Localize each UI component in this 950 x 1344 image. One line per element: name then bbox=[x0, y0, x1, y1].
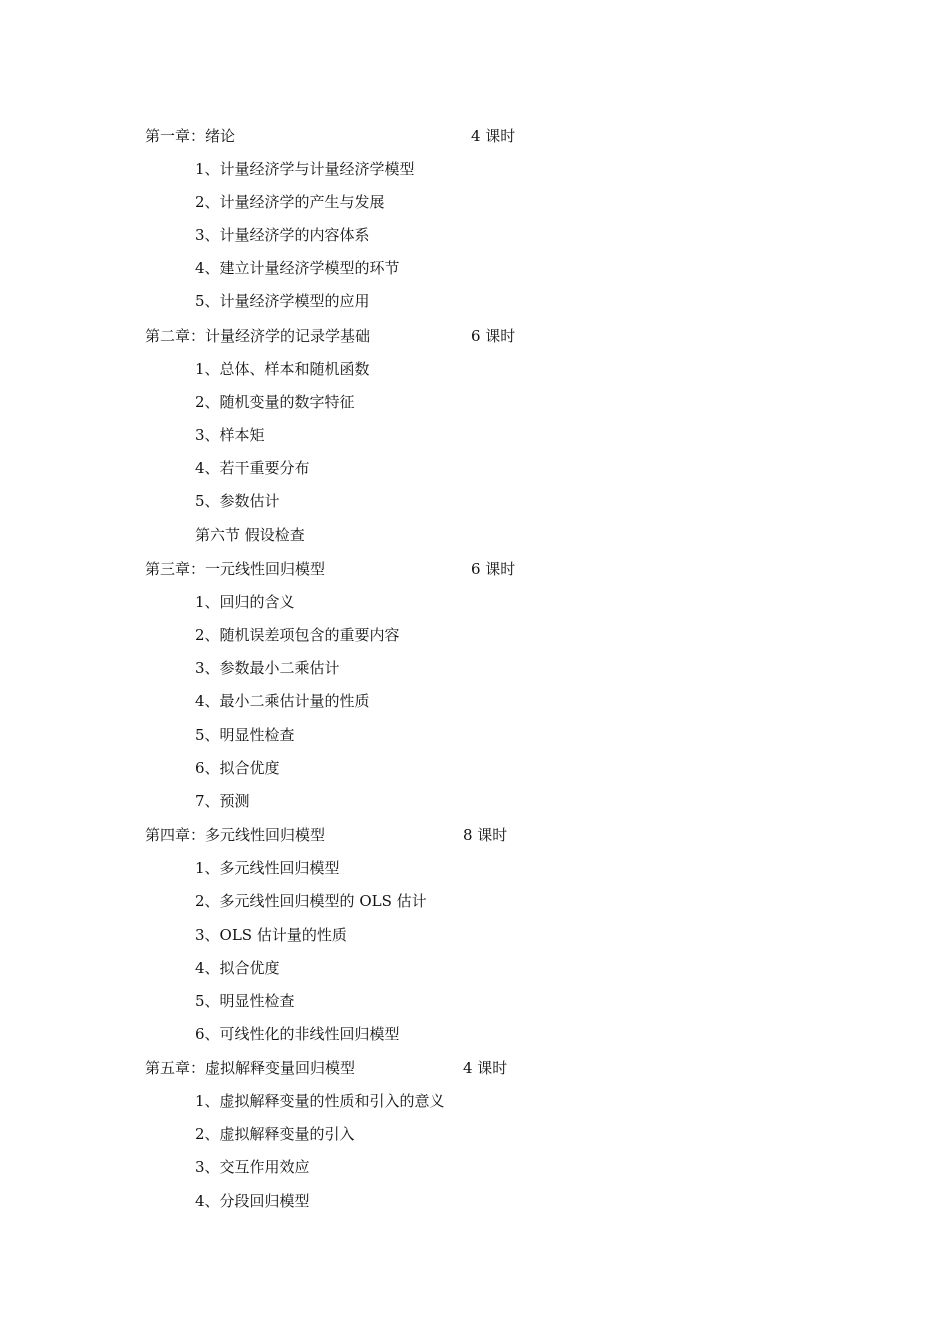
chapter-5-item-4: 4、分段回归模型 bbox=[195, 1192, 310, 1210]
chapter-4-hours: 8 课时 bbox=[463, 826, 508, 844]
chapter-1-item-3: 3、计量经济学的内容体系 bbox=[195, 226, 370, 244]
chapter-3-item-7: 7、预测 bbox=[195, 792, 250, 810]
chapter-1-item-4: 4、建立计量经济学模型的环节 bbox=[195, 259, 400, 277]
chapter-3-item-2: 2、随机误差项包含的重要内容 bbox=[195, 626, 400, 644]
chapter-5-item-1: 1、虚拟解释变量的性质和引入的意义 bbox=[195, 1092, 445, 1110]
chapter-2-item-5: 5、参数估计 bbox=[195, 492, 280, 510]
chapter-5-title: 第五章：虚拟解释变量回归模型 bbox=[145, 1059, 356, 1077]
chapter-4-item-5: 5、明显性检查 bbox=[195, 992, 295, 1010]
chapter-5-hours: 4 课时 bbox=[463, 1059, 508, 1077]
chapter-4-item-2: 2、多元线性回归模型的 OLS 估计 bbox=[195, 892, 427, 910]
chapter-1-item-5: 5、计量经济学模型的应用 bbox=[195, 292, 370, 310]
chapter-1-title: 第一章：绪论 bbox=[145, 127, 236, 145]
chapter-2-item-6: 第六节 假设检查 bbox=[195, 526, 305, 544]
chapter-3-item-6: 6、拟合优度 bbox=[195, 759, 280, 777]
chapter-2-item-3: 3、样本矩 bbox=[195, 426, 265, 444]
chapter-4-item-6: 6、可线性化的非线性回归模型 bbox=[195, 1025, 400, 1043]
chapter-4-item-1: 1、多元线性回归模型 bbox=[195, 859, 340, 877]
chapter-4-title: 第四章：多元线性回归模型 bbox=[145, 826, 326, 844]
chapter-2-item-2: 2、随机变量的数字特征 bbox=[195, 393, 355, 411]
chapter-1-item-2: 2、计量经济学的产生与发展 bbox=[195, 193, 385, 211]
chapter-3-hours: 6 课时 bbox=[471, 560, 516, 578]
chapter-2-hours: 6 课时 bbox=[471, 327, 516, 345]
chapter-2-title: 第二章：计量经济学的记录学基础 bbox=[145, 327, 371, 345]
chapter-2-item-1: 1、总体、样本和随机函数 bbox=[195, 360, 370, 378]
chapter-5-item-3: 3、交互作用效应 bbox=[195, 1158, 310, 1176]
chapter-4-item-3: 3、OLS 估计量的性质 bbox=[195, 926, 347, 944]
chapter-3-item-3: 3、参数最小二乘估计 bbox=[195, 659, 340, 677]
chapter-3-title: 第三章：一元线性回归模型 bbox=[145, 560, 326, 578]
chapter-1-hours: 4 课时 bbox=[471, 127, 516, 145]
chapter-2-item-4: 4、若干重要分布 bbox=[195, 459, 310, 477]
chapter-3-item-5: 5、明显性检查 bbox=[195, 726, 295, 744]
chapter-3-item-4: 4、最小二乘估计量的性质 bbox=[195, 692, 370, 710]
chapter-4-item-4: 4、拟合优度 bbox=[195, 959, 280, 977]
chapter-1-item-1: 1、计量经济学与计量经济学模型 bbox=[195, 160, 415, 178]
chapter-3-item-1: 1、回归的含义 bbox=[195, 593, 295, 611]
chapter-5-item-2: 2、虚拟解释变量的引入 bbox=[195, 1125, 355, 1143]
